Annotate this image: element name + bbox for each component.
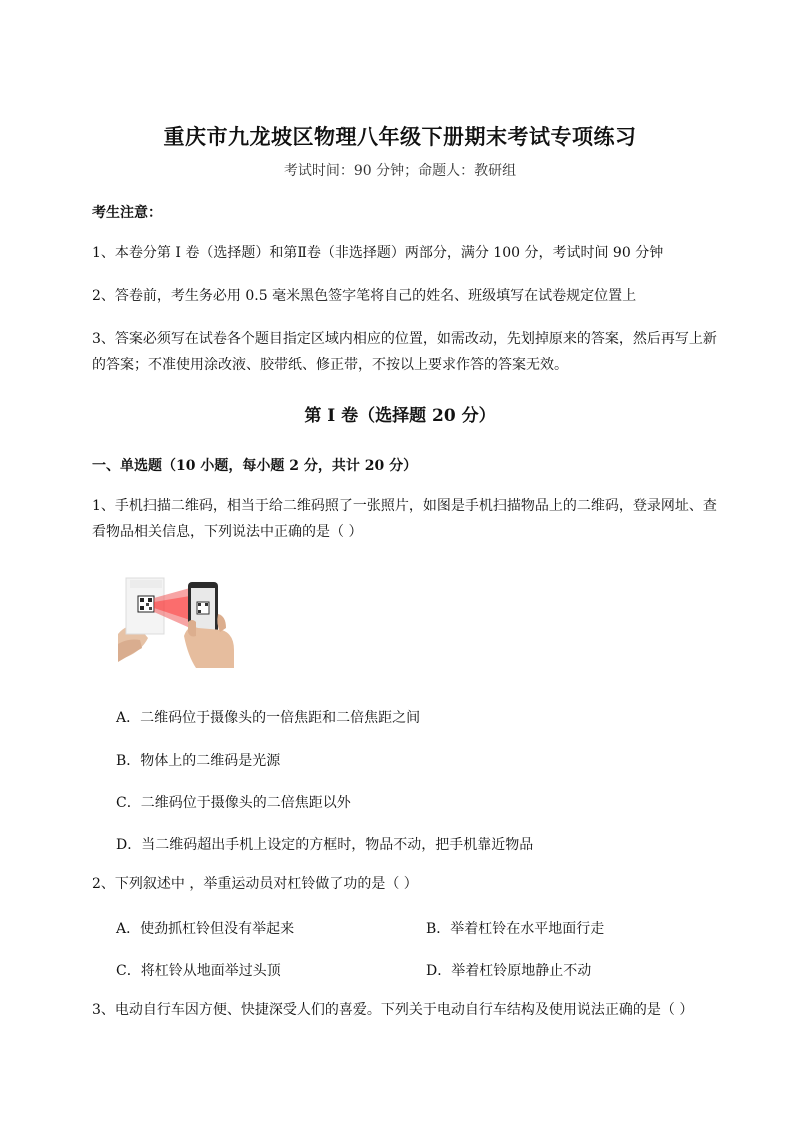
section-title: 第 I 卷（选择题 20 分） (304, 406, 496, 426)
question-1-option-d: D．当二维码超出手机上设定的方框时，物品不动，把手机靠近物品 (116, 837, 534, 853)
exam-subtitle: 考试时间：90 分钟；命题人：教研组 (283, 163, 517, 179)
notice-heading: 考生注意： (92, 205, 162, 221)
notice-item-1: 1、本卷分第 I 卷（选择题）和第Ⅱ卷（非选择题）两部分，满分 100 分，考试时间 90 分钟 (92, 245, 664, 261)
notice-item-2: 2、答卷前，考生务必用 0.5 毫米黑色签字笔将自己的姓名、班级填写在试卷规定位置上 (92, 288, 637, 304)
question-2-option-a: A．使劲抓杠铃但没有举起来 (116, 921, 295, 937)
notice-item-3-cont: 的答案；不准使用涂改液、胶带纸、修正带，不按以上要求作答的答案无效。 (92, 357, 568, 373)
question-2-option-d: D．举着杠铃原地静止不动 (426, 963, 592, 979)
question-2-line-1: 2、下列叙述中 ，举重运动员对杠铃做了功的是（ ） (92, 876, 418, 892)
question-2-option-c: C．将杠铃从地面举过头顶 (116, 963, 281, 979)
question-3-line-1: 3、电动自行车因方便、快捷深受人们的喜爱。下列关于电动自行车结构及使用说法正确的是（ ） (92, 1002, 694, 1018)
notice-item-3: 3、答案必须写在试卷各个题目指定区域内相应的位置，如需改动，先划掉原来的答案，然后再写上新 (92, 331, 717, 347)
question-1-line-1: 1、手机扫描二维码，相当于给二维码照了一张照片，如图是手机扫描物品上的二维码，登录网址、查 (92, 498, 717, 514)
qr-scan-photo (118, 574, 234, 668)
question-1-option-b: B．物体上的二维码是光源 (116, 753, 281, 769)
question-2-option-b: B．举着杠铃在水平地面行走 (426, 921, 605, 937)
question-1-line-2: 看物品相关信息，下列说法中正确的是（ ） (92, 524, 363, 540)
question-1-option-a: A．二维码位于摄像头的一倍焦距和二倍焦距之间 (116, 710, 421, 726)
question-1-option-c: C．二维码位于摄像头的二倍焦距以外 (116, 795, 351, 811)
part-heading: 一、单选题（10 小题，每小题 2 分，共计 20 分） (92, 458, 418, 474)
exam-title: 重庆市九龙坡区物理八年级下册期末考试专项练习 (163, 124, 637, 149)
